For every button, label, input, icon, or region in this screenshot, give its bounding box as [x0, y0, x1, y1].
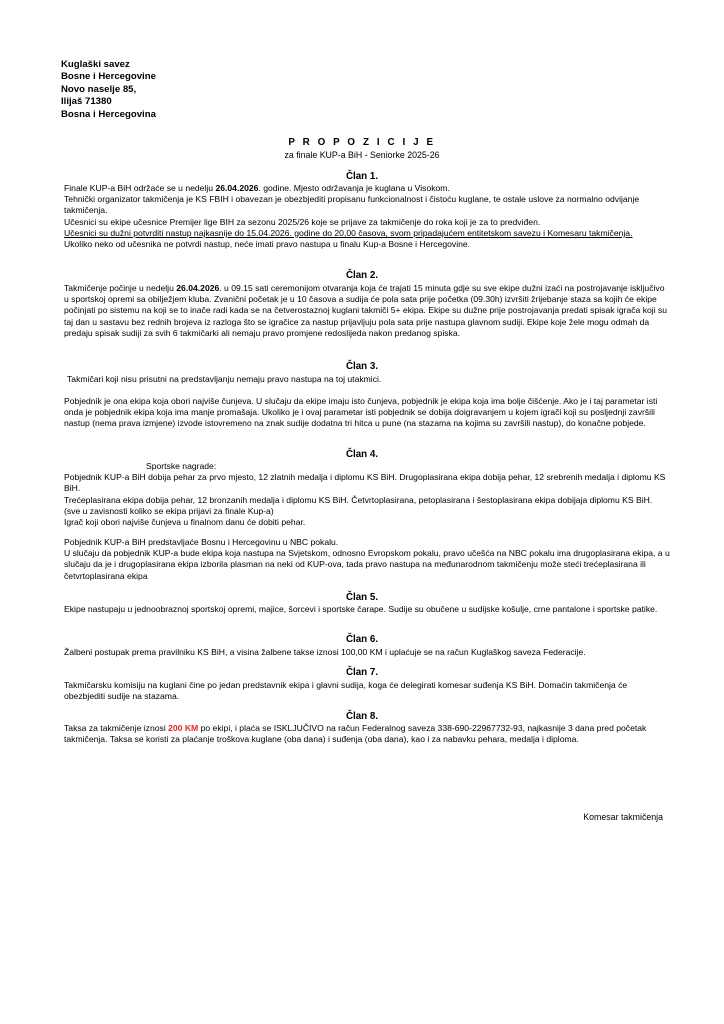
sender-address	[61, 59, 156, 121]
event-date: 26.04.2026	[215, 183, 259, 193]
address-line: Ilijaš 71380	[61, 96, 112, 108]
article-3-body	[67, 374, 673, 385]
article-4-body-2	[64, 537, 670, 582]
paragraph: Tehnički organizator takmičenja je KS FBIH i obavezan je obezbjediti propisanu funkcionalnost i čistoću kuglane, te ostale uslove za normalno odvijanje takmičenja.	[64, 194, 640, 216]
text: . godine. Mjesto održavanja je kuglana u Visokom.	[258, 183, 450, 193]
article-8-body	[64, 723, 670, 745]
address-line: Novo naselje 85,	[61, 83, 137, 95]
article-7-heading: Član 7.	[345, 667, 379, 678]
paragraph: Igrač koji obori najviše čunjeva u finalnom danu će dobiti pehar.	[64, 517, 306, 528]
article-4-body	[64, 461, 670, 528]
article-3-body-2	[64, 396, 670, 430]
paragraph: Ekipe nastupaju u jednoobraznoj sportskoj opremi, majice, šorcevi i sportske čarape. Sudije su obučene u sudijske košulje, crne pantalone i sportske patike.	[64, 604, 658, 614]
article-5-body	[64, 604, 670, 615]
text: . u 09.15 sati ceremonijom otvaranja koja će trajati 15 minuta gdje su sve ekipe dužni izaći na postrojavanje isključivo u sportskoj opremi sa obilježjem kluba. Zvanični početak je u 10 časova a sudija će pola sata prije početka (09.30h) izvršiti žrijebanje staza sa kojih će ekipe počinjati po sistemu na koji se to inače radi kada se na četverostaznoj kuglani takmiči 5+ ekipa. Ekipe su dužne prije postrojavanja predati spisak igrača koji su taj dan u sastavu bez rednih brojeva iz razloga što se igračice za nastup prijavljuju pola sata prije nastupa glavnom sudiji. Ekipe koje žele mogu odmah da predaju spisak sudiji za svih 6 takmičarki ali nemaju pravo promjene redoslijeda nakon predanog spiska.	[64, 283, 668, 338]
text: Finale KUP-a BiH održaće se u nedelju	[64, 183, 216, 193]
awards-label: Sportske nagrade:	[146, 461, 217, 471]
text: po ekipi, i plaća se ISKLJUČIVO na račun Federalnog saveza 338-690-22967732-93, najkasnije 3 dana pred početak takmičenja. Taksa se koristi za plaćanje troškova kuglane (oba dana) i suđenja (oba dana), kao i za nabavku pehara, medalja i diploma.	[64, 723, 647, 745]
document-subtitle: za finale KUP-a BiH - Seniorke 2025-26	[284, 150, 440, 160]
article-4-heading: Član 4.	[345, 449, 379, 460]
fee-amount: 200 KM	[168, 723, 199, 733]
article-2-body	[64, 283, 670, 339]
paragraph: Pobjednik KUP-a BiH dobija pehar za prvo mjesto, 12 zlatnih medalja i diplomu KS BiH. Drugoplasirana ekipa dobija pehar, 12 srebrenih medalja i diplomu KS BiH.	[64, 472, 666, 494]
article-5-heading: Član 5.	[345, 592, 379, 603]
article-8-heading: Član 8.	[345, 711, 379, 722]
event-date: 26.04.2026	[176, 283, 220, 293]
article-1-body	[64, 183, 670, 250]
paragraph: Pobjednik KUP-a BiH predstavljaće Bosnu i Hercegovinu u NBC pokalu.	[64, 537, 339, 547]
paragraph: Ukoliko neko od učesnika ne potvrdi nastup, neće imati pravo nastupa u finalu Kup-a Bosne i Hercegovine.	[64, 239, 471, 250]
paragraph-underlined: Učesnici su dužni potvrditi nastup najkasnije do 15.04.2026. godine do 20,00 časova, svom pripadajućem entitetskom savezu i Komesaru takmičenja.	[64, 227, 633, 238]
paragraph	[64, 283, 670, 339]
article-7-body	[64, 680, 670, 702]
text: Takmičenje počinje u nedelju	[64, 283, 177, 293]
paragraph: Učesnici su ekipe učesnice Premijer lige BIH za sezonu 2025/26 koje se prijave za takmičenje do roka koji je za to predviđen.	[64, 216, 541, 227]
signature-label: Komesar takmičenja	[583, 812, 663, 822]
paragraph: U slučaju da pobjednik KUP-a bude ekipa koja nastupa na Svjetskom, odnosno Evropskom pokalu, pravo učešća na NBC pokalu ima drugoplasirana ekipa, a u slučaju da je i drugoplasirana ekipa izborila plasman na neki od KUP-ova, tada pravo nastupa na međunarodnom takmičenju može steći trećeplasirana ili četvrtoplasirana ekipa	[64, 548, 670, 581]
article-1-heading: Član 1.	[345, 171, 379, 182]
paragraph: Pobjednik je ona ekipa koja obori najviše čunjeva. U slučaju da ekipe imaju isto čunjeva, pobjednik je ekipa koja ima bolje čišćenje. Ako je i taj parametar isti onda je pobjednik ekipa koja ima manje promašaja. Ukoliko je i ovaj parametar isti pobjednik se dobija doigravanjem u kojem igrači koji su posljednji završili nastup (nema prava izmjene) izvode istovremeno na znak sudije dodatna tri hitca u pune (na stazama na kojima su završili nastup), do konačne pobjede.	[64, 396, 658, 429]
address-line: Kuglaški savez	[61, 59, 130, 70]
document-title: P R O P O Z I C I J E	[288, 137, 436, 148]
article-2-heading: Član 2.	[345, 270, 379, 281]
paragraph: Trećeplasirana ekipa dobija pehar, 12 bronzanih medalja i diplomu KS BiH. Četvrtoplasirana, petoplasirana i šestoplasirana ekipa dobijaja diplomu KS BiH. (sve u zavisnosti koliko se ekipa prijavi za finale Kup-a)	[64, 494, 653, 516]
paragraph: Takmičarsku komisiju na kuglani čine po jedan predstavnik ekipa i glavni sudija, koga će delegirati komesar suđenja KS BiH. Domaćin takmičenja će obezbjediti sudije na stazama.	[64, 680, 628, 702]
article-6-body	[64, 647, 670, 658]
text: Taksa za takmičenje iznosi	[64, 723, 169, 733]
address-line: Bosne i Hercegovine	[61, 71, 156, 83]
paragraph	[64, 183, 670, 194]
paragraph	[64, 723, 670, 745]
paragraph: Takmičari koji nisu prisutni na predstavljanju nemaju pravo nastupa na toj utakmici.	[67, 374, 382, 384]
paragraph: Žalbeni postupak prema pravilniku KS BiH, a visina žalbene takse iznosi 100,00 KM i uplaćuje se na račun Kuglaškog saveza Federacije.	[64, 647, 586, 657]
address-line: Bosna i Hercegovina	[61, 108, 156, 120]
article-3-heading: Član 3.	[345, 361, 379, 372]
article-6-heading: Član 6.	[345, 634, 379, 645]
